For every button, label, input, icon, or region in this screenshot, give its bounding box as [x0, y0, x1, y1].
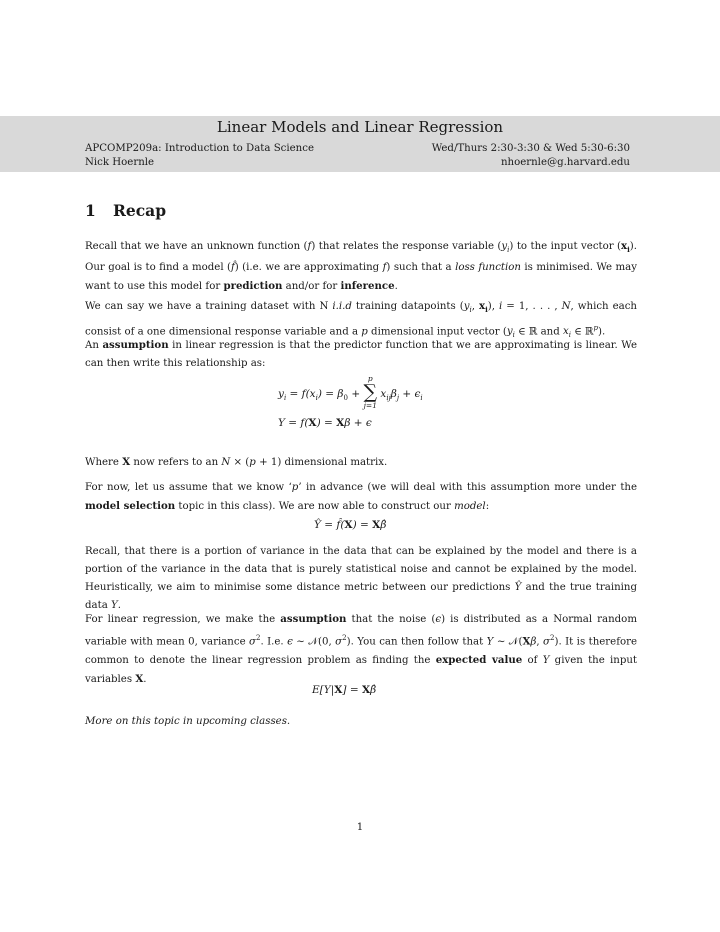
section-title: Recap	[113, 201, 167, 220]
author-name: Nick Hoernle	[85, 157, 155, 168]
paragraph-matrix: Where X now refers to an N × (p + 1) dimensional matrix.	[85, 456, 388, 468]
schedule: Wed/Thurs 2:30-3:30 & Wed 5:30-6:30	[431, 143, 630, 154]
closing-note: More on this topic in upcoming classes.	[85, 716, 291, 727]
document-title: Linear Models and Linear Regression	[216, 118, 504, 136]
page-number: 1	[356, 822, 364, 833]
equation-expected-value: E[Y|X] = Xβ̂	[312, 684, 377, 696]
equation-linear-model: $y_i = f(x_i) = \beta_0$ + p ∑ j=1 $x_{ij}\beta_j + \epsilon_i$	[278, 374, 423, 410]
paragraph-dataset: We can say we have a training dataset with N i.i.d training datapoints ($y_i$, $x_i$), i = 1, . . . , N, which each consist of a one dimensional response variable and a p dimensional input vector ($y_i$ ∈ ℝ and $x_i$ ∈ ℝ$^p$).	[85, 300, 637, 340]
paragraph-variance: Recall, that there is a portion of variance in the data that can be explained by the model and there is a portion of the variance in the data that is purely statistical noise and cannot be explained by the model. Heuristically, we aim to minimise some distance metric between our predictions Ŷ and the true training data Y.	[85, 546, 638, 611]
course-name: APCOMP209a: Introduction to Data Science	[85, 143, 314, 154]
paragraph-model: For now, let us assume that we know ‘p’ in advance (we will deal with this assumption more under the model selection topic in this class). We are now able to construct our model:	[85, 482, 638, 512]
header-right	[432, 142, 630, 170]
paragraph-assumption-linear: An assumption in linear regression is that the predictor function that we are approximating is linear. We can then write this relationship as:	[85, 339, 637, 369]
email: nhoernle@g.harvard.edu	[500, 157, 630, 168]
equation-matrix-form: Y = f(X) = Xβ + ϵ	[278, 417, 372, 429]
header-left	[85, 142, 314, 170]
equation-estimate: Ŷ = f̂(X) = Xβ̂	[314, 519, 387, 531]
paragraph-recap: Recall that we have an unknown function (f) that relates the response variable $(y_i)$ to the input vector $(x_i)$. Our goal is to find a model (f̂) (i.e. we are approximating f) such that a loss function is minimised. We may want to use this model for prediction and/or for inference.	[85, 240, 638, 293]
section-heading	[85, 201, 166, 220]
paragraph-noise: For linear regression, we make the assumption that the noise (ϵ) is distributed as a Normal random variable with mean 0, variance $\sigma^2$. I.e. ϵ ∼ 𝒩(0, $\sigma^2$). You can then follow that Y ∼ 𝒩(Xβ, $\sigma^2$). It is therefore common to denote the linear regression problem as finding the expected value of Y given the input variables X.	[85, 613, 638, 686]
section-number: 1	[85, 201, 96, 220]
